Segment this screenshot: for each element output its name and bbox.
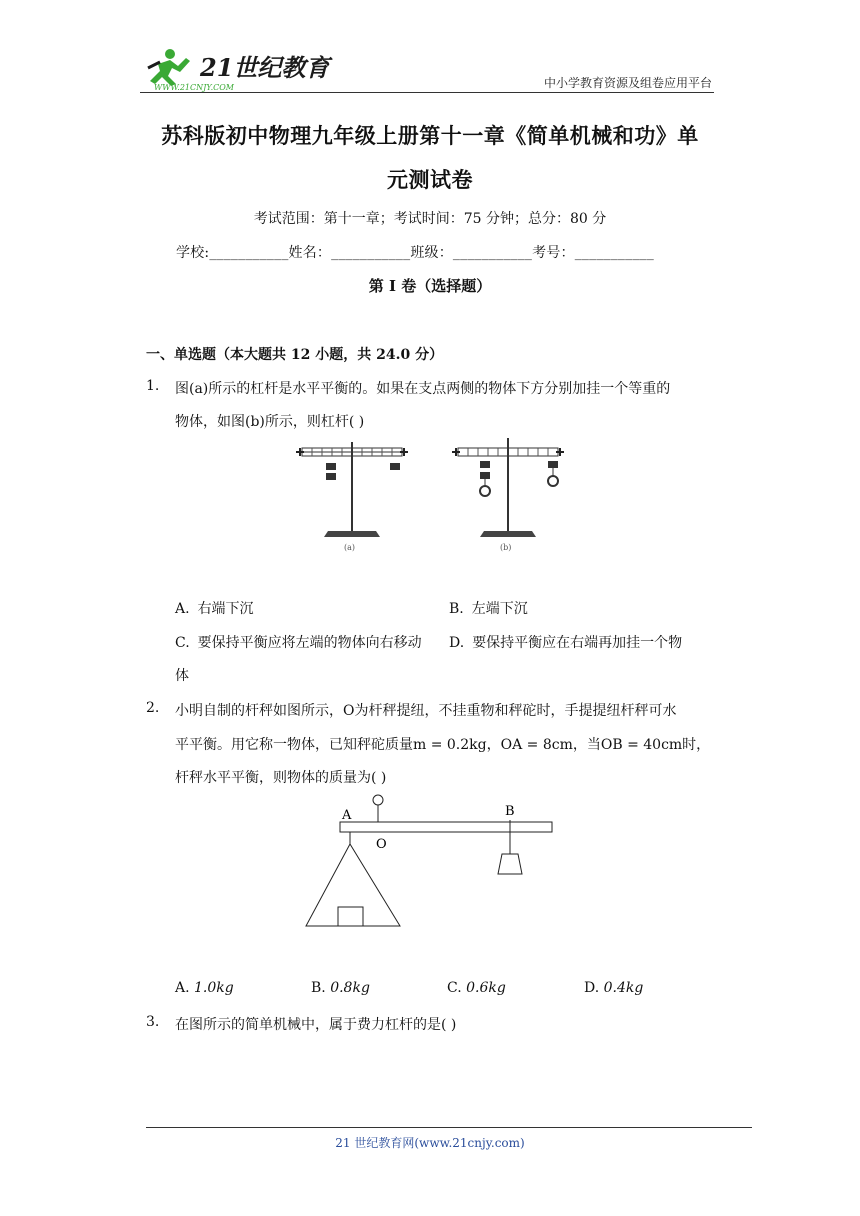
logo-text: 21世纪教育 (200, 53, 330, 82)
question-2-number: 2. (146, 700, 160, 716)
label-a: A (342, 808, 352, 823)
label-o: O (376, 837, 387, 852)
q2-option-c[interactable]: C. 0.6kg (447, 980, 506, 996)
header-divider (140, 92, 714, 93)
page-title-line1: 苏科版初中物理九年级上册第十一章《简单机械和功》单 (161, 123, 699, 148)
header-platform-text: 中小学教育资源及组卷应用平台 (543, 76, 712, 90)
q2-option-a[interactable]: A. 1.0kg (175, 980, 234, 996)
section-title: 一、单选题（本大题共 12 小题，共 24.0 分） (146, 347, 444, 363)
question-3-text-line1: 在图所示的简单机械中，属于费力杠杆的是( ) (175, 1017, 457, 1033)
logo-url-text: WWW.21CNJY.COM (154, 83, 234, 92)
question-3-number: 3. (146, 1014, 160, 1030)
site-logo (140, 44, 330, 92)
question-1-text-line1: 图(a)所示的杠杆是水平平衡的。如果在支点两侧的物体下方分别加挂一个等重的 (175, 381, 671, 397)
question-2-text-line1: 小明自制的杆秤如图所示，O为杆秤提纽，不挂重物和秤砣时，手提提纽杆秤可水 (175, 703, 677, 719)
q1-option-c[interactable]: C. 要保持平衡应将左端的物体向右移动 (175, 635, 422, 651)
q1-option-d-wrap: 体 (175, 668, 189, 684)
figure-b-label: (b) (500, 543, 512, 552)
question-1-figure (292, 436, 582, 564)
footer-divider (146, 1127, 752, 1128)
q2-option-d[interactable]: D. 0.4kg (584, 980, 644, 996)
lever-figure-a (296, 442, 408, 552)
q1-option-b[interactable]: B. 左端下沉 (449, 601, 528, 617)
question-1-text-line2: 物体，如图(b)所示，则杠杆( ) (175, 414, 365, 430)
steelyard-figure (300, 792, 560, 936)
label-b: B (505, 804, 515, 819)
runner-logo-icon (140, 44, 330, 92)
exam-info: 考试范围：第十一章；考试时间：75 分钟；总分：80 分 (253, 211, 607, 227)
q2-option-b[interactable]: B. 0.8kg (311, 980, 370, 996)
student-fields: 学校:___________姓名：___________班级：___________考号：___________ (176, 245, 654, 261)
footer-link[interactable]: 21 世纪教育网(www.21cnjy.com) (335, 1136, 525, 1150)
lever-figure-b (452, 438, 564, 552)
figure-a-label: (a) (344, 543, 356, 552)
question-1-number: 1. (146, 378, 160, 394)
page-title-line2: 元测试卷 (387, 167, 473, 192)
question-2-text-line2: 平平衡。用它称一物体，已知秤砣质量m = 0.2kg，OA = 8cm，当OB = 40cm时， (175, 737, 711, 753)
volume-title: 第 I 卷（选择题） (368, 277, 492, 295)
question-2-text-line3: 杆秤水平平衡，则物体的质量为( ) (175, 770, 387, 786)
q1-option-a[interactable]: A. 右端下沉 (175, 601, 254, 617)
q1-option-d[interactable]: D. 要保持平衡应在右端再加挂一个物 (449, 635, 683, 651)
